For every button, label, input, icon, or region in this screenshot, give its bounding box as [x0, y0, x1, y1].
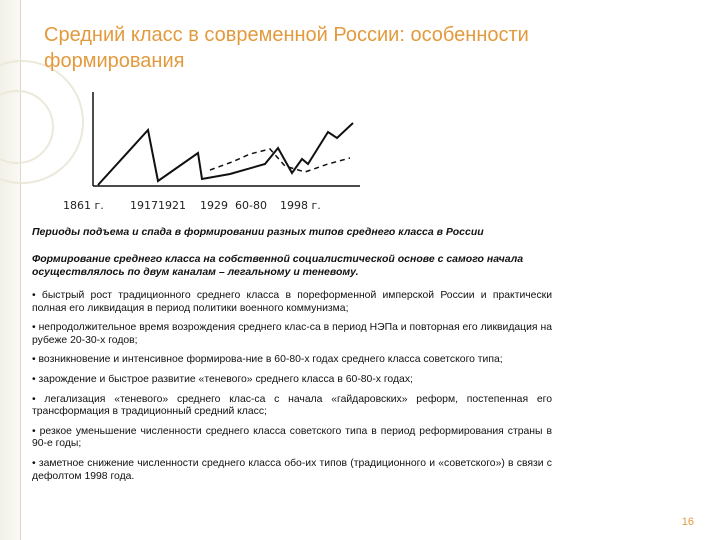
traditional-class-line	[98, 123, 353, 185]
x-tick-label: 1998 г.	[280, 199, 321, 212]
x-tick-label: 60-80	[235, 199, 267, 212]
intro-paragraph: Формирование среднего класса на собственной социалистической основе с самого начала осуществлялось по двум каналам – легальному и теневому.	[32, 253, 524, 278]
slide-title: Средний класс в современной России: особенности формирования	[44, 24, 529, 72]
list-item: • заметное снижение численности среднего класса обо-их типов (традиционного и «советского») в связи с дефолтом 1998 года.	[32, 457, 552, 482]
list-item: • быстрый рост традиционного среднего класса в пореформенной имперской России и практически полная его ликвидация в период политики военного коммунизма;	[32, 290, 552, 314]
x-tick-label: 1861 г.	[63, 199, 104, 212]
list-item: • зарождение и быстрое развитие «теневого» среднего класса в 60-80-х годах;	[32, 373, 413, 385]
list-item: • непродолжительное время возрождения среднего клас-са в период НЭПа и повторная его ликвидация на рубеже 20-30-х годов;	[32, 322, 552, 346]
page-number: 16	[681, 516, 694, 528]
list-item: • резкое уменьшение численности среднего класса советского типа в период реформирования страны в 90-е годы;	[32, 425, 552, 450]
list-item: • легализация «теневого» среднего клас-са с начала «гайдаровских» реформ, постепенная его трансформация в традиционный средний класс;	[32, 393, 552, 418]
x-tick-label: 1917	[130, 199, 158, 212]
middle-class-chart	[60, 86, 390, 216]
list-item: • возникновение и интенсивное формирова-ние в 60-80-х годах среднего класса советского типа;	[32, 354, 503, 366]
bullet-list	[32, 290, 552, 490]
x-tick-label: 1921	[158, 199, 186, 212]
x-tick-label: 1929	[200, 199, 228, 212]
figure-caption: Периоды подъема и спада в формировании разных типов среднего класса в России	[32, 226, 484, 238]
chart-svg	[60, 86, 390, 216]
